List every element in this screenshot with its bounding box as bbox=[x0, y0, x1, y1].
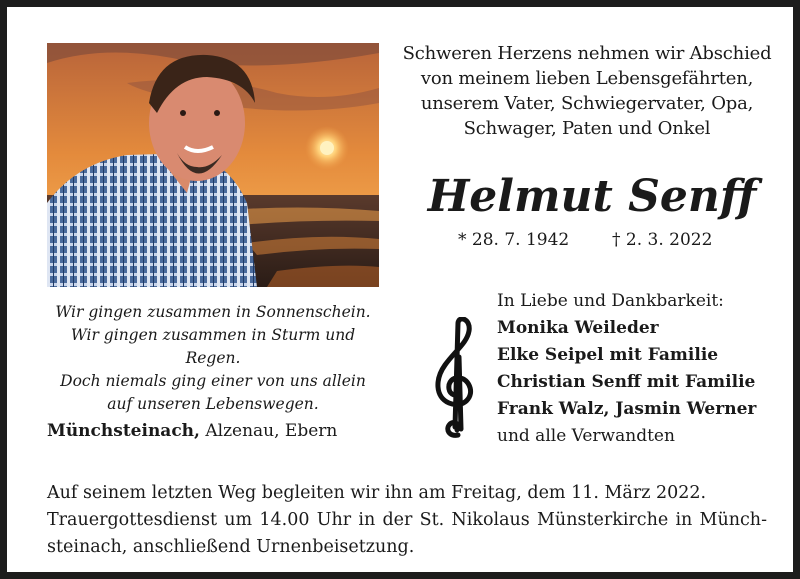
mourner-name: Christian Senff mit Familie bbox=[497, 372, 756, 392]
birth-date: * 28. 7. 1942 bbox=[458, 230, 570, 250]
place-line bbox=[47, 421, 337, 441]
intro-line: von meinem lieben Lebensgefährten, bbox=[420, 68, 754, 89]
service-line: Auf seinem letzten Weg begleiten wir ihn am Freitag, dem 11. März 2022. bbox=[47, 483, 707, 503]
poem-line: Wir gingen zusammen in Sonnenschein. bbox=[55, 303, 371, 321]
intro-text bbox=[387, 41, 787, 141]
poem-line: Wir gingen zusammen in Sturm und Regen. bbox=[70, 326, 356, 367]
portrait-photo bbox=[47, 43, 379, 287]
service-line: steinach, anschließend Urnenbeisetzung. bbox=[47, 537, 415, 557]
treble-clef-icon bbox=[431, 317, 481, 439]
deceased-name: Helmut Senff bbox=[427, 171, 757, 222]
mourners-outro: und alle Verwandten bbox=[497, 426, 675, 446]
service-text bbox=[47, 480, 767, 561]
intro-line: unserem Vater, Schwiegervater, Opa, bbox=[420, 93, 754, 114]
mourner-name: Elke Seipel mit Familie bbox=[497, 345, 719, 365]
mourners-block bbox=[497, 288, 756, 450]
intro-line: Schwager, Paten und Onkel bbox=[463, 118, 711, 139]
poem-line: Doch niemals ging einer von uns allein bbox=[60, 372, 366, 390]
service-line: Trauergottesdienst um 14.00 Uhr in der St. Nikolaus Münsterkirche in Münch- bbox=[47, 510, 767, 530]
poem bbox=[47, 301, 379, 416]
portrait-image bbox=[47, 43, 379, 287]
poem-line: auf unseren Lebenswegen. bbox=[107, 395, 319, 413]
place-others: Alzenau, Ebern bbox=[199, 421, 338, 441]
mourners-intro: In Liebe und Dankbarkeit: bbox=[497, 291, 724, 311]
death-date: † 2. 3. 2022 bbox=[612, 230, 713, 250]
place-main: Münchsteinach, bbox=[47, 421, 200, 441]
mourner-name: Monika Weileder bbox=[497, 318, 659, 338]
intro-line: Schweren Herzens nehmen wir Abschied bbox=[402, 43, 772, 64]
mourner-name: Frank Walz, Jasmin Werner bbox=[497, 399, 757, 419]
